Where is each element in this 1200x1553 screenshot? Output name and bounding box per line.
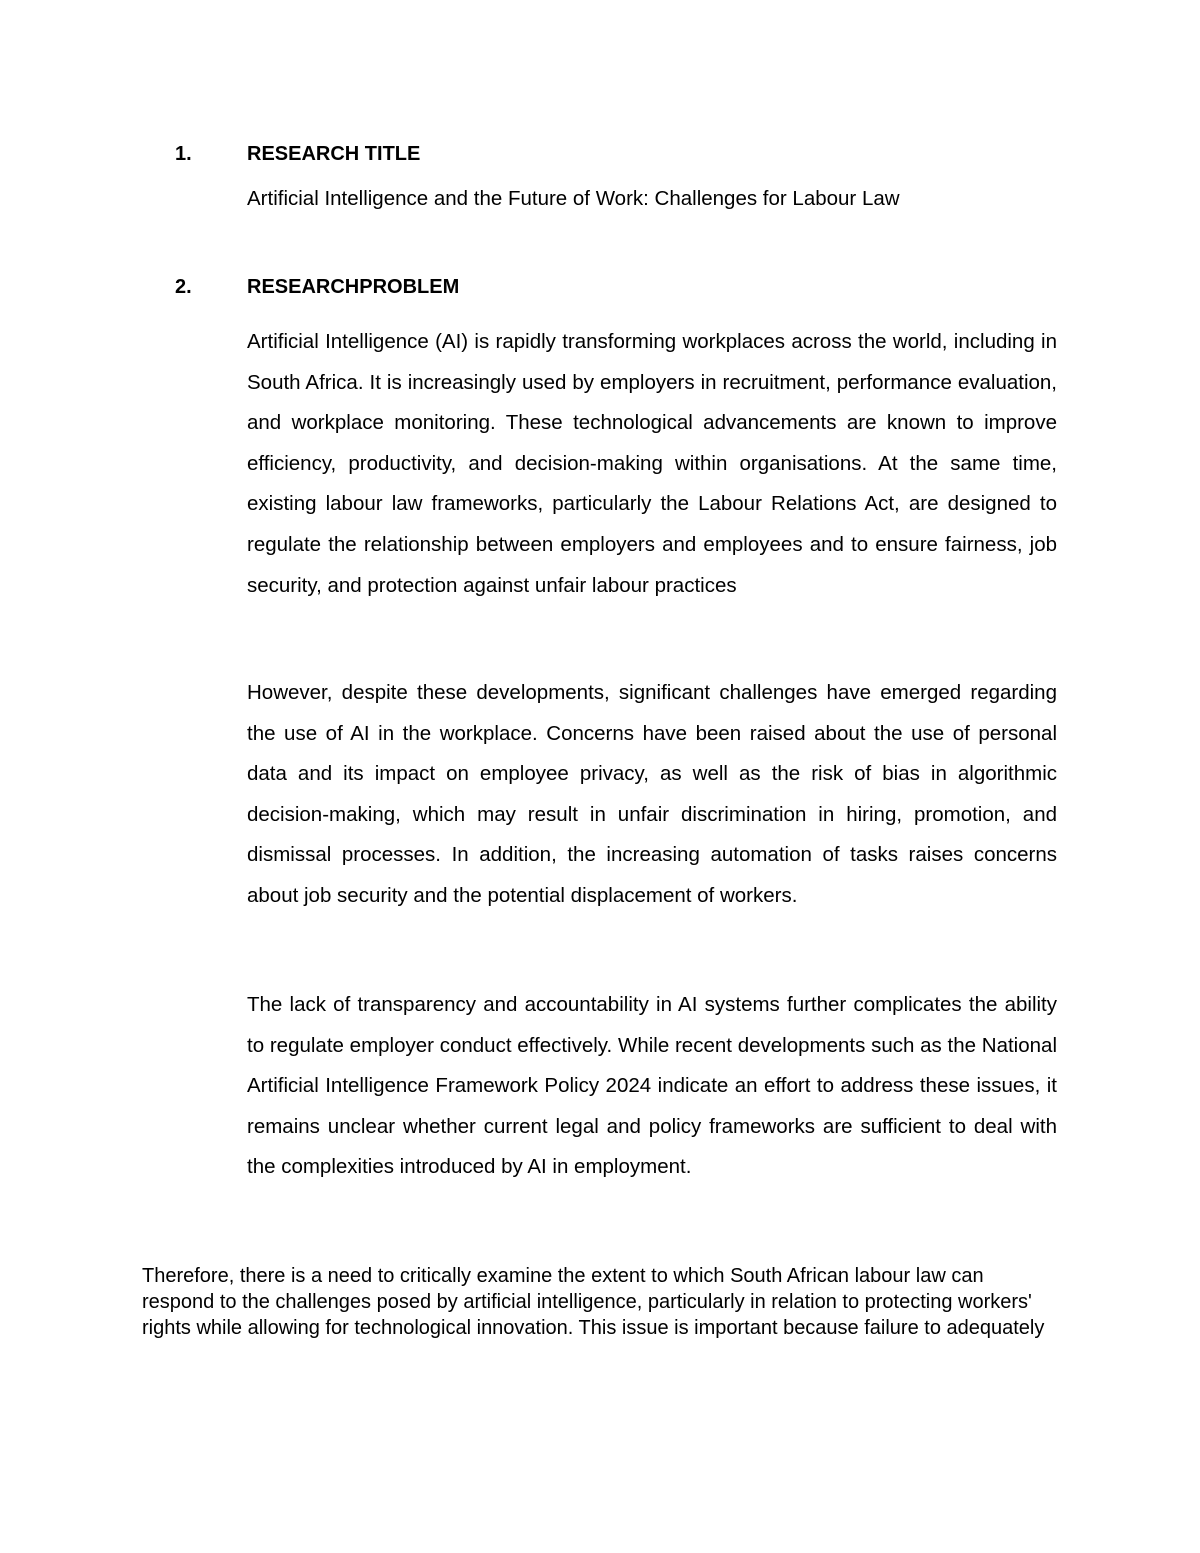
section-heading-label: RESEARCH TITLE [247,143,421,165]
problem-paragraph-2: However, despite these developments, significant challenges have emerged regarding the use of AI in the workplace. Concerns have been raised about the use of personal data and its impact on employee privacy, as well as the risk of bias in algorithmic decision-making, which may result in unfair discrimination in hiring, promotion, and dismissal processes. In addition, the increasing automation of tasks raises concerns about job security and the potential displacement of workers. [247,681,1057,907]
section-number: 2. [175,276,192,298]
problem-paragraph-1: Artificial Intelligence (AI) is rapidly transforming workplaces across the world, including in South Africa. It is increasingly used by employers in recruitment, performance evaluation, and workplace monitoring. These technological advancements are known to improve efficiency, productivity, and decision-making within organisations. At the same time, existing labour law frameworks, particularly the Labour Relations Act, are designed to regulate the relationship between employers and employees and to ensure fairness, job security, and protection against unfair labour practices [247,330,1057,597]
problem-paragraph-3: The lack of transparency and accountability in AI systems further complicates the ability to regulate employer conduct effectively. While recent developments such as the National Artificial Intelligence Framework Policy 2024 indicate an effort to address these issues, it remains unclear whether current legal and policy frameworks are sufficient to deal with the complexities introduced by AI in employment. [247,993,1057,1179]
section-number: 1. [175,143,192,165]
section-heading-label: RESEARCHPROBLEM [247,276,460,298]
closing-paragraph: Therefore, there is a need to critically examine the extent to which South African labour law can respond to the challenges posed by artificial intelligence, particularly in relation to protecting workers' rights while allowing for technological innovation. This issue is important because failure to adequately [142,1265,1045,1339]
research-title-text: Artificial Intelligence and the Future of Work: Challenges for Labour Law [247,187,900,210]
